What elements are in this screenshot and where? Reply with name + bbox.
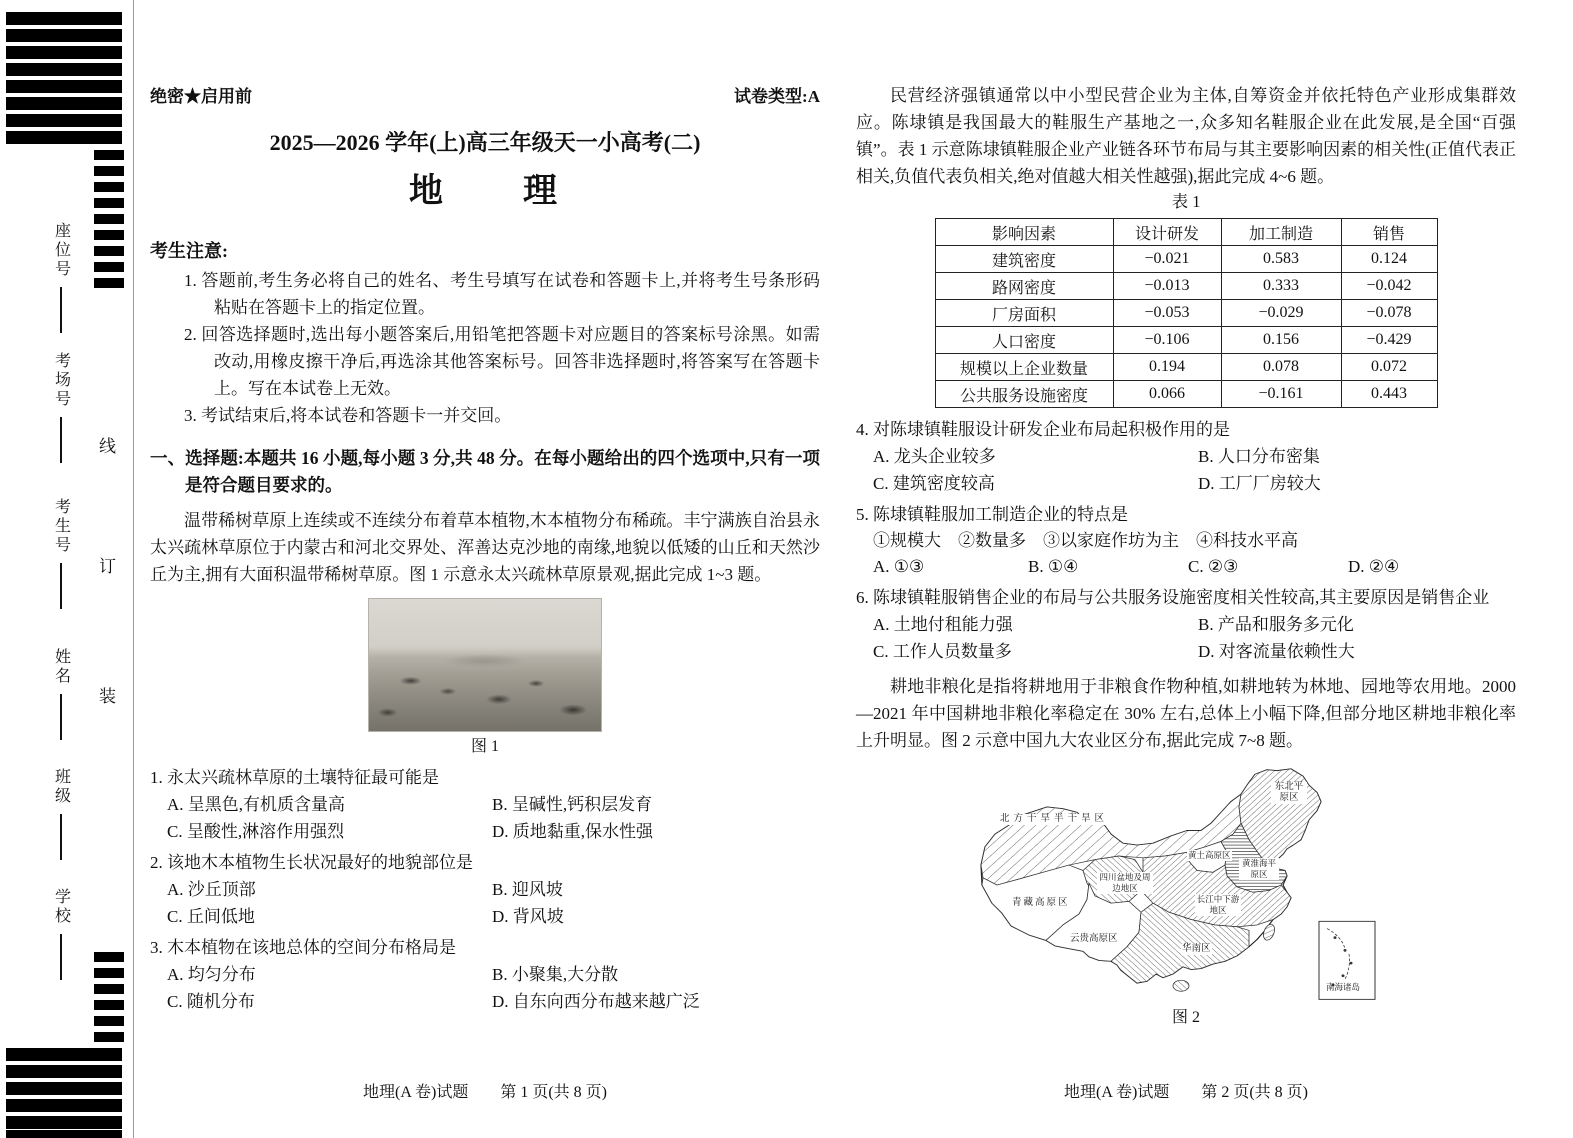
china-map-svg [951,758,1421,1003]
write-line [60,694,62,740]
notice-item: 1. 答题前,考生务必将自己的姓名、考生号填写在试卷和答题卡上,并将考生号条形码粘贴在答题卡上的指定位置。 [184,271,820,317]
option-c: C. 工作人员数量多 [873,642,1012,661]
table-row [935,273,1437,300]
map-label-north-arid: 北方干旱半干旱区 [1000,814,1109,824]
island-dot [1334,936,1337,939]
island-dot [1344,949,1347,952]
question-5-options [856,554,1516,580]
question-6-stem: 6. 陈埭镇鞋服销售企业的布局与公共服务设施密度相关性较高,其主要原因是销售企业 [856,588,1490,607]
question-1-options [150,791,820,845]
option-a: A. 呈黑色,有机质含量高 [167,795,346,814]
cell: 建筑密度 [935,246,1113,273]
option-a: A. 土地付租能力强 [873,615,1013,634]
exam-title: 2025—2026 学年(上)高三年级天一小高考(二) [269,130,701,155]
option-a: A. 龙头企业较多 [873,447,996,466]
question-4-stem: 4. 对陈埭镇鞋服设计研发企业布局起积极作用的是 [856,420,1230,439]
registration-mark [94,150,124,160]
table-row [935,327,1437,354]
cell: 0.194 [1113,354,1221,381]
option-d: D. 背风坡 [492,907,564,926]
option-c: C. 建筑密度较高 [873,474,995,493]
question-2-stem: 2. 该地木本植物生长状况最好的地貌部位是 [150,853,473,872]
hainan-island [1173,980,1189,991]
field-label: 考生号 [52,498,70,555]
field-seat-number [48,222,74,333]
figure1-photo [368,598,602,732]
table-row [935,246,1437,273]
write-line [60,563,62,609]
cell: 0.072 [1341,354,1437,381]
cell: 0.583 [1221,246,1341,273]
registration-mark [6,63,122,76]
question-1-stem: 1. 永太兴疏林草原的土壤特征最可能是 [150,768,439,787]
field-label: 姓名 [52,648,70,686]
cell: −0.042 [1341,273,1437,300]
field-school [48,888,74,980]
table-row [935,354,1437,381]
table-caption: 表 1 [1171,192,1201,211]
question-6-options [856,611,1516,665]
col-header: 加工制造 [1221,219,1341,246]
registration-mark [6,97,122,110]
question-5-subitems: ①规模大 ②数量多 ③以家庭作坊为主 ④科技水平高 [873,531,1298,550]
field-label: 座位号 [52,222,70,279]
notice-item: 2. 回答选择题时,选出每小题答案后,用铅笔把答题卡对应题目的答案标号涂黑。如需改动,用橡皮擦干净后,再选涂其他答案标号。回答非选择题时,将答案写在答题卡上。写在本试卷上无效。 [184,325,820,398]
field-class [48,768,74,860]
cell: 路网密度 [935,273,1113,300]
option-d: D. 质地黏重,保水性强 [492,822,654,841]
page-1 [150,0,820,1138]
map-label-south-sea-islands: 南海诸岛 [1326,982,1361,992]
field-label: 班级 [52,768,70,806]
figure2-caption: 图 2 [1171,1009,1200,1026]
cell: −0.021 [1113,246,1221,273]
page1-header [150,82,820,107]
map-label-south: 华南区 [1182,944,1211,954]
registration-mark [94,166,124,176]
option-d: D. 对客流量依赖性大 [1198,642,1355,661]
table-row [935,381,1437,408]
question-3-stem: 3. 木本植物在该地总体的空间分布格局是 [150,938,456,957]
notice-list [150,267,820,429]
notice-heading: 考生注意: [150,241,228,261]
write-line [60,287,62,333]
option-c: C. ②③ [1188,557,1239,576]
registration-mark [6,1130,122,1138]
registration-mark [94,214,124,224]
correlation-table [935,218,1438,408]
registration-mark [94,230,124,240]
cell: 厂房面积 [935,300,1113,327]
registration-mark [6,29,122,42]
field-label: 考场号 [52,352,70,409]
option-a: A. 沙丘顶部 [167,880,256,899]
registration-mark [6,1065,122,1078]
cell: 规模以上企业数量 [935,354,1113,381]
island-dot [1342,974,1345,977]
registration-mark [6,1082,122,1095]
cell: 0.443 [1341,381,1437,408]
registration-mark [94,984,124,994]
option-c: C. 呈酸性,淋溶作用强烈 [167,822,345,841]
passage-farmland: 耕地非粮化是指将耕地用于非粮食作物种植,如耕地转为林地、园地等农用地。2000—2021 年中国耕地非粮化率稳定在 30% 左右,总体上小幅下降,但部分地区耕地非粮化率上升明显。图 2 示意中国九大农业区分布,据此完成 7~8 题。 [856,677,1516,750]
registration-mark [94,182,124,192]
option-b: B. 呈碱性,钙积层发育 [492,795,653,814]
question-2-options [150,876,820,930]
write-line [60,417,62,463]
cell: −0.029 [1221,300,1341,327]
fold-char: 订 [99,557,116,576]
registration-mark [94,246,124,256]
page-2 [856,0,1516,1138]
registration-mark [6,131,122,144]
registration-mark [6,114,122,127]
cell: −0.078 [1341,300,1437,327]
question-3-options [150,961,820,1015]
table-row [935,300,1437,327]
cell: −0.429 [1341,327,1437,354]
option-d: D. ②④ [1348,557,1400,576]
question-4-options [856,443,1516,497]
figure2-map [951,758,1421,1003]
registration-mark [6,12,122,25]
cell: −0.053 [1113,300,1221,327]
registration-mark [6,1099,122,1112]
island-dot [1350,962,1353,965]
registration-mark [94,278,124,288]
map-label-northeast: 东北平原区 [1271,782,1307,804]
question-5-stem: 5. 陈埭镇鞋服加工制造企业的特点是 [856,505,1128,524]
table-header-row [935,219,1437,246]
paper-type: 试卷类型:A [734,87,820,106]
fold-char: 装 [99,687,116,706]
section-heading: 一、选择题:本题共 16 小题,每小题 3 分,共 48 分。在每小题给出的四个选项中,只有一项是符合题目要求的。 [150,448,820,495]
option-a: A. ①③ [873,557,925,576]
field-candidate-number [48,498,74,609]
map-label-yangtze: 长江中下游地区 [1196,894,1240,915]
security-notice: 绝密★启用前 [150,87,252,106]
option-b: B. 小聚集,大分散 [492,965,619,984]
registration-mark [94,1016,124,1026]
registration-mark [6,1048,122,1061]
registration-mark [94,952,124,962]
option-b: B. 产品和服务多元化 [1198,615,1354,634]
figure1-caption: 图 1 [470,738,499,755]
passage-grassland: 温带稀树草原上连续或不连续分布着草本植物,木本植物分布稀疏。丰宁满族自治县永太兴疏林草原位于内蒙古和河北交界处、浑善达克沙地的南缘,地貌以低矮的山丘和天然沙丘为主,拥有大面积温带稀树草原。图 1 示意永太兴疏林草原景观,据此完成 1~3 题。 [150,511,820,584]
cell: 公共服务设施密度 [935,381,1113,408]
option-b: B. 迎风坡 [492,880,563,899]
map-label-sichuan: 四川盆地及周边地区 [1097,872,1153,894]
registration-mark [6,80,122,93]
option-c: C. 随机分布 [167,992,255,1011]
cell: 0.066 [1113,381,1221,408]
cell: −0.161 [1221,381,1341,408]
cell: 0.333 [1221,273,1341,300]
option-d: D. 工厂厂房较大 [1198,474,1321,493]
option-c: C. 丘间低地 [167,907,255,926]
cell: 0.078 [1221,354,1341,381]
option-d: D. 自东向西分布越来越广泛 [492,992,700,1011]
registration-mark [94,968,124,978]
option-a: A. 均匀分布 [167,965,256,984]
field-name [48,648,74,740]
subject-title: 地 理 [409,173,561,210]
col-header: 销售 [1341,219,1437,246]
cell: −0.013 [1113,273,1221,300]
col-header: 设计研发 [1113,219,1221,246]
field-room-number [48,352,74,463]
passage-chendai: 民营经济强镇通常以中小型民营企业为主体,自筹资金并依托特色产业形成集群效应。陈埭镇是我国最大的鞋服生产基地之一,众多知名鞋服企业在此发展,是全国“百强镇”。表 1 示意陈埭镇鞋服企业产业链各环节布局与其主要影响因素的相关性(正值代表正相关,负值代表负相关,绝对值越大相关性越强),据此完成 4~6 题。 [856,86,1516,186]
map-label-yungui: 云贵高原区 [1070,934,1118,944]
cell: 人口密度 [935,327,1113,354]
map-label-loess: 黄土高原区 [1188,850,1231,860]
page2-footer: 地理(A 卷)试题 第 2 页(共 8 页) [1064,1084,1308,1101]
registration-mark [94,1000,124,1010]
notice-item: 3. 考试结束后,将本试卷和答题卡一并交回。 [184,406,512,425]
page1-footer: 地理(A 卷)试题 第 1 页(共 8 页) [363,1084,607,1101]
write-line [60,934,62,980]
option-b: B. 人口分布密集 [1198,447,1320,466]
map-label-qingzang: 青藏高原区 [1012,898,1070,908]
write-line [60,814,62,860]
registration-mark [94,1032,124,1042]
registration-mark [94,262,124,272]
option-b: B. ①④ [1028,557,1079,576]
registration-mark [94,198,124,208]
cell: 0.156 [1221,327,1341,354]
cell: 0.124 [1341,246,1437,273]
map-label-huanghuaihai: 黄淮海平原区 [1239,858,1279,880]
registration-mark [6,1116,122,1129]
registration-mark [6,46,122,59]
field-label: 学校 [52,888,70,926]
col-header: 影响因素 [935,219,1113,246]
fold-char: 线 [99,437,116,456]
binding-edge-line [133,0,134,1138]
cell: −0.106 [1113,327,1221,354]
